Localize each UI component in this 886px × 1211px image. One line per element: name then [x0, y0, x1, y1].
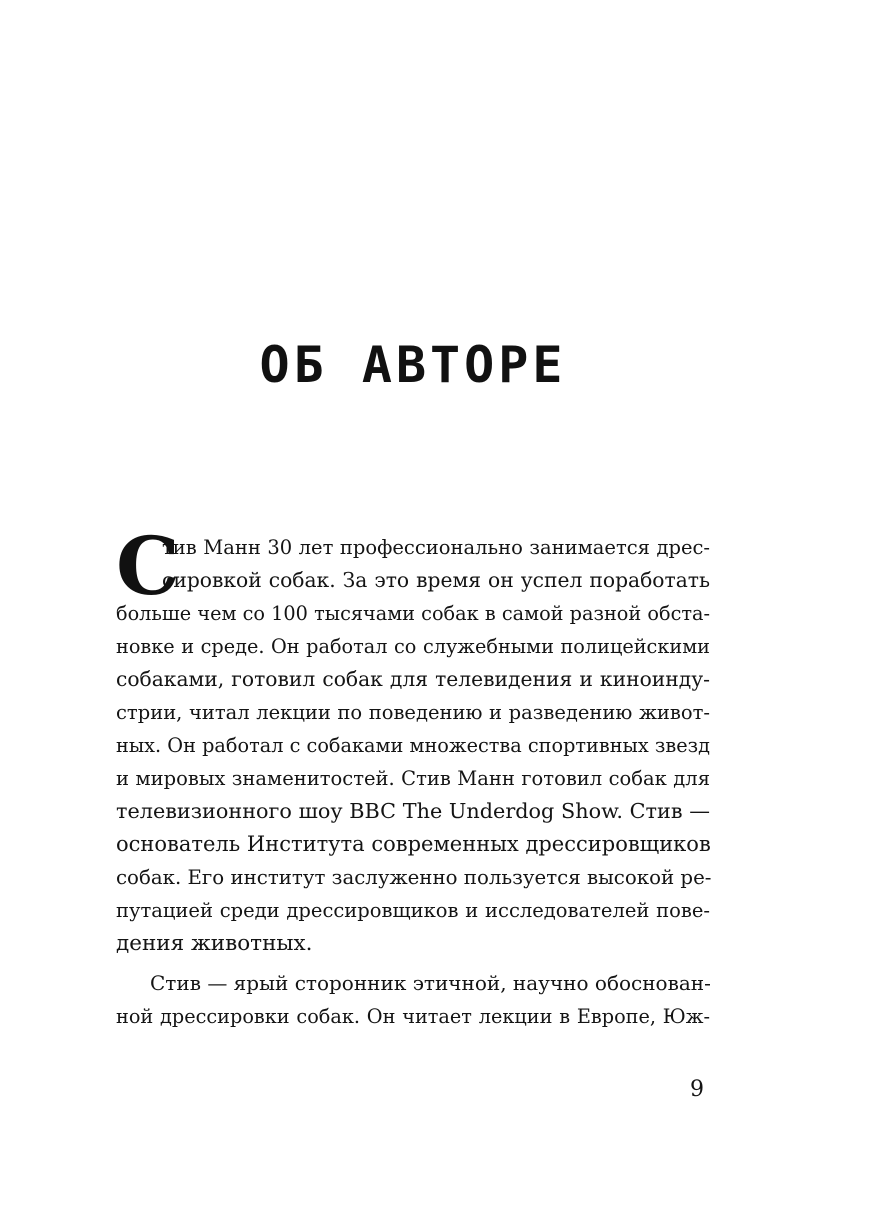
- text-line: основатель Института современных дрессировщиков: [116, 832, 711, 856]
- text-line: путацией среди дрессировщиков и исследователей пове-: [116, 899, 710, 922]
- page-number: 9: [690, 1077, 704, 1102]
- text-line: дения животных.: [116, 931, 313, 956]
- text-line: Стив — ярый сторонник этичной, научно обоснован-: [150, 971, 711, 995]
- text-line: новке и среде. Он работал со служебными полицейскими: [116, 635, 710, 658]
- paragraph-1: [116, 519, 712, 960]
- text-line: и мировых знаменитостей. Стив Манн готовил собак для: [116, 767, 710, 790]
- body-text: [116, 519, 712, 1033]
- text-line: телевизионного шоу BBC The Underdog Show. Стив —: [116, 799, 710, 823]
- paragraph-gap: [116, 960, 710, 967]
- drop-cap: С: [116, 519, 180, 613]
- chapter-heading: ОБ АВТОРЕ: [259, 336, 567, 394]
- text-line: сировкой собак. За это время он успел поработать: [162, 568, 710, 592]
- text-line: тив Манн 30 лет профессионально занимается дрес-: [162, 536, 710, 559]
- text-line: собак. Его институт заслуженно пользуется высокой ре-: [116, 866, 712, 889]
- text-line: собаками, готовил собак для телевидения и киноинду-: [116, 667, 710, 691]
- text-line: ных. Он работал с собаками множества спортивных звезд: [116, 734, 710, 757]
- text-line: больше чем со 100 тысячами собак в самой разной обста-: [116, 602, 710, 625]
- text-line: ной дрессировки собак. Он читает лекции в Европе, Юж-: [116, 1005, 710, 1028]
- text-line: стрии, читал лекции по поведению и разведению живот-: [116, 701, 710, 724]
- paragraph-2: [116, 967, 710, 1033]
